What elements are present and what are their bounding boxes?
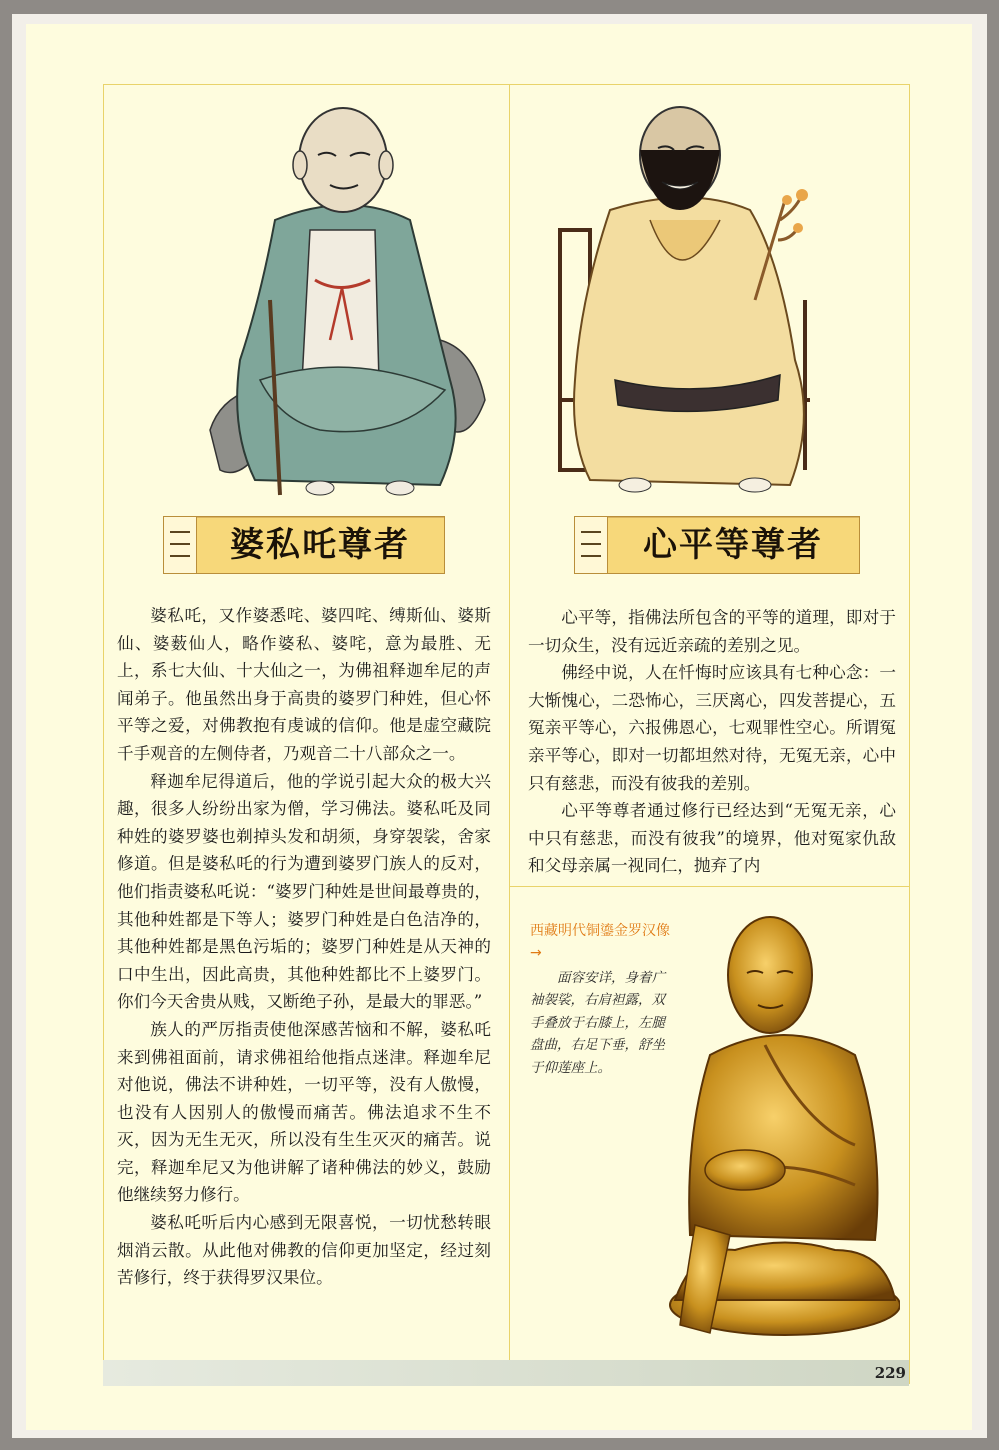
right-paragraph: 心平等尊者通过修行已经达到“无冤无亲，心中只有慈悲，而没有彼我”的境界，他对冤家仇敌和父母亲属一视同仁，抛弃了内 [528,801,896,876]
right-body-text [528,604,896,880]
plaque-bars-icon [164,517,197,573]
right-paragraph: 佛经中说，人在忏悔时应该具有七种心念：一大惭愧心，二恐怖心，三厌离心，四发菩提心，五冤亲平等心，六报佛恩心，七观罪性空心。所谓冤亲平等心，即对一切都坦然对待，无冤无亲，心中只有慈悲，而没有彼我的差别。 [528,663,896,793]
left-body-text [117,602,491,1292]
left-paragraph: 释迦牟尼得道后，他的学说引起大众的极大兴趣，很多人纷纷出家为僧，学习佛法。婆私吒及同种姓的婆罗婆也剃掉头发和胡须，身穿袈裟，舍家修道。但是婆私吒的行为遭到婆罗门族人的反对，他们指责婆私吒说：“婆罗门种姓是世间最尊贵的，其他种姓都是下等人；婆罗门种姓是白色洁净的，其他种姓都是黑色污垢的；婆罗门种姓是从天神的口中生出，因此高贵，其他种姓都比不上婆罗门。你们今天舍贵从贱，又断绝子孙，是最大的罪恶。” [117,771,491,1012]
mind-equality-arhat-illustration [540,100,830,500]
right-title-plaque [574,516,860,574]
left-title-plaque [163,516,445,574]
right-title: 心平等尊者 [643,525,823,565]
center-divider-line [509,84,510,1360]
footer-strip [103,1360,909,1386]
left-title: 婆私吒尊者 [230,525,410,565]
arrow-right-icon: → [530,945,542,961]
left-paragraph: 婆私吒，又作婆悉咤、婆四咤、缚斯仙、婆斯仙、婆薮仙人，略作婆私、婆咤，意为最胜、无上，系七大仙、十大仙之一，为佛祖释迦牟尼的声闻弟子。他虽然出身于高贵的婆罗门种姓，但心怀平等之爱，对佛教抱有虔诚的信仰。他是虚空藏院千手观音的左侧侍者，乃观音二十八部众之一。 [117,606,491,763]
page-number: 229 [874,1364,906,1382]
statue-caption-title [530,920,670,964]
left-margin-line [103,84,104,1384]
left-paragraph: 族人的严厉指责使他深感苦恼和不解，婆私吒来到佛祖面前，请求佛祖给他指点迷津。释迦牟尼对他说，佛法不讲种姓，一切平等，没有人傲慢，也没有人因别人的傲慢而痛苦。佛法追求不生不灭，因为无生无灭，所以没有生生灭灭的痛苦。说完，释迦牟尼又为他讲解了诸种佛法的妙义，鼓励他继续努力修行。 [117,1019,491,1205]
right-margin-line [909,84,910,1384]
left-paragraph: 婆私吒听后内心感到无限喜悦，一切忧愁转眼烟消云散。从此他对佛教的信仰更加坚定，经过刻苦修行，终于获得罗汉果位。 [117,1213,491,1288]
gilt-bronze-arhat-statue [655,905,900,1350]
top-rule [103,84,909,85]
caption-title-text: 西藏明代铜鎏金罗汉像 [530,923,670,939]
statue-caption-text: 面容安详，身着广袖袈裟，右肩袒露，双手叠放于右膝上，左腿盘曲，右足下垂，舒坐于仰莲座上。 [530,970,665,1076]
basita-arhat-illustration [200,100,490,500]
plaque-bars-icon [575,517,608,573]
caption-divider-rule [509,886,909,887]
right-paragraph: 心平等，指佛法所包含的平等的道理，即对于一切众生，没有远近亲疏的差别之见。 [528,608,896,655]
